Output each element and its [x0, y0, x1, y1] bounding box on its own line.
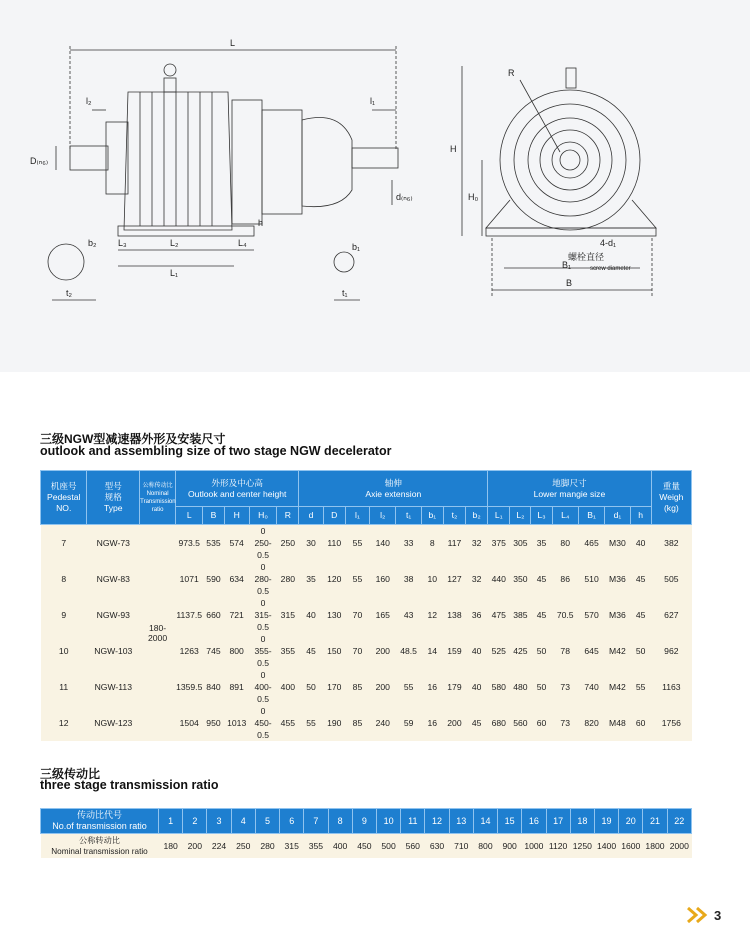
cell-L2: 350	[510, 561, 531, 597]
ratio-range-line1: 180-	[148, 623, 167, 633]
cell-t1: 59	[396, 705, 421, 741]
ratio-code: 11	[401, 809, 425, 834]
cell-H0-val: 355-0.5	[254, 646, 272, 668]
ratio-code: 13	[449, 809, 473, 834]
cell-no: 11	[41, 669, 87, 705]
cell-t1: 38	[396, 561, 421, 597]
ratio-code: 1	[159, 809, 183, 834]
ratio-value: 1400	[594, 834, 618, 859]
ratio-value-row	[41, 834, 692, 859]
header-outlook-cn: 外形及中心高	[211, 477, 263, 488]
cell-b2: 32	[466, 561, 488, 597]
cell-weight: 382	[651, 525, 691, 562]
sub-L2: L₂	[510, 507, 531, 525]
cell-H: 800	[224, 633, 249, 669]
ratio-code-label-en: No.of transmission ratio	[52, 821, 147, 831]
ratio-code: 6	[280, 809, 304, 834]
ratio-value: 630	[425, 834, 449, 859]
ratio-title-cn: 三级传动比	[40, 767, 101, 781]
cell-H0-tol: 0	[260, 598, 266, 608]
cell-R: 455	[277, 705, 299, 741]
cell-H0	[249, 597, 276, 633]
cell-B: 590	[203, 561, 224, 597]
cell-L2: 305	[510, 525, 531, 562]
cell-d: 45	[299, 633, 323, 669]
cell-L: 973.5	[176, 525, 203, 562]
cell-H0	[249, 561, 276, 597]
ratio-range-line2: 2000	[148, 633, 168, 643]
cell-b1: 12	[421, 597, 443, 633]
reducer-drawing-svg	[0, 0, 750, 372]
cell-type: NGW-93	[87, 597, 140, 633]
cell-H0-tol: 0	[260, 562, 266, 572]
cell-no: 8	[41, 561, 87, 597]
cell-B: 840	[203, 669, 224, 705]
dim-t1-label: t₁	[342, 288, 348, 298]
cell-B1: 465	[578, 525, 604, 562]
cell-H0-tol: 0	[260, 526, 266, 536]
dim-b2-label: b₂	[88, 238, 97, 248]
cell-l2: 200	[370, 633, 396, 669]
ratio-value: 400	[328, 834, 352, 859]
dim-d1-label: 4-d₁	[600, 238, 617, 248]
cell-d: 30	[299, 525, 323, 562]
cell-D: 190	[323, 705, 345, 741]
header-axle-cn: 轴伸	[384, 477, 402, 488]
cell-L3: 50	[531, 669, 552, 705]
header-pedestal-en2: NO.	[56, 503, 72, 513]
cell-no: 12	[41, 705, 87, 741]
cell-L4: 73	[552, 669, 578, 705]
ratio-value: 710	[449, 834, 473, 859]
sub-t1: t₁	[396, 507, 421, 525]
ratio-code: 21	[643, 809, 667, 834]
spec-header-row	[41, 471, 692, 507]
cell-H0	[249, 525, 276, 562]
cell-H0-val: 315-0.5	[254, 610, 272, 632]
cell-b2: 40	[466, 669, 488, 705]
sub-H0: H₀	[249, 507, 276, 525]
ratio-code: 17	[546, 809, 570, 834]
header-axle-en: Axie extension	[365, 488, 422, 499]
header-weight	[651, 471, 691, 525]
cell-t2: 117	[443, 525, 465, 562]
ratio-value: 1000	[522, 834, 546, 859]
cell-L3: 45	[531, 561, 552, 597]
cell-t2: 179	[443, 669, 465, 705]
ratio-value: 180	[159, 834, 183, 859]
cell-b2: 40	[466, 633, 488, 669]
table-row	[41, 705, 692, 741]
spec-title-en: outlook and assembling size of two stage NGW decelerator	[40, 444, 392, 458]
ratio-code: 5	[255, 809, 279, 834]
cell-D: 120	[323, 561, 345, 597]
dim-L-label: L	[230, 38, 236, 48]
cell-b1: 16	[421, 669, 443, 705]
cell-L: 1071	[176, 561, 203, 597]
cell-d: 55	[299, 705, 323, 741]
ratio-value: 315	[280, 834, 304, 859]
cell-d1: M30	[605, 525, 630, 562]
cell-t1: 33	[396, 525, 421, 562]
cell-D: 110	[323, 525, 345, 562]
header-ratio-en1: Nominal	[146, 490, 169, 497]
ratio-code: 14	[473, 809, 497, 834]
cell-H0	[249, 633, 276, 669]
cell-R: 250	[277, 525, 299, 562]
cell-type: NGW-83	[87, 561, 140, 597]
cell-no: 9	[41, 597, 87, 633]
sub-l1: l₁	[345, 507, 369, 525]
sub-B1: B₁	[578, 507, 604, 525]
ratio-value: 250	[231, 834, 255, 859]
cell-weight: 505	[651, 561, 691, 597]
cell-B: 535	[203, 525, 224, 562]
ratio-value: 900	[498, 834, 522, 859]
sub-b1: b₁	[421, 507, 443, 525]
sub-l2: l₂	[370, 507, 396, 525]
cell-h: 45	[630, 597, 651, 633]
ratio-value-label	[41, 834, 159, 859]
cell-t2: 200	[443, 705, 465, 741]
cell-d1: M42	[605, 669, 630, 705]
table-row	[41, 561, 692, 597]
cell-h: 55	[630, 669, 651, 705]
cell-L3: 60	[531, 705, 552, 741]
table-row	[41, 669, 692, 705]
screw-en-label: screw diameter	[590, 266, 631, 272]
ratio-value: 224	[207, 834, 231, 859]
spec-title-cn: 三级NGW型减速器外形及安装尺寸	[40, 432, 226, 446]
header-pedestal	[41, 471, 87, 525]
cell-h: 45	[630, 561, 651, 597]
ratio-value: 1120	[546, 834, 570, 859]
header-mangie-cn: 地脚尺寸	[552, 477, 587, 488]
ratio-code: 10	[376, 809, 400, 834]
header-axle	[299, 471, 488, 507]
cell-R: 280	[277, 561, 299, 597]
ratio-value: 1600	[619, 834, 643, 859]
cell-D: 130	[323, 597, 345, 633]
sub-d: d	[299, 507, 323, 525]
cell-H0	[249, 669, 276, 705]
sub-L: L	[176, 507, 203, 525]
cell-H: 574	[224, 525, 249, 562]
ratio-title-en: three stage transmission ratio	[40, 778, 219, 792]
header-ratio-en2: Transmission	[140, 498, 176, 505]
dim-D-label: D₍ₙ₆₎	[30, 156, 49, 166]
dim-t2-label: t₂	[66, 288, 72, 298]
header-type	[87, 471, 140, 525]
ratio-code: 8	[328, 809, 352, 834]
ratio-table	[40, 808, 692, 858]
cell-l1: 85	[345, 669, 369, 705]
cell-l1: 85	[345, 705, 369, 741]
cell-t1: 55	[396, 669, 421, 705]
dim-l2-label: l₂	[86, 96, 92, 106]
cell-D: 150	[323, 633, 345, 669]
ratio-code: 20	[619, 809, 643, 834]
cell-B1: 740	[578, 669, 604, 705]
dim-l1-label: l₁	[370, 96, 376, 106]
ratio-code: 12	[425, 809, 449, 834]
cell-d1: M42	[605, 633, 630, 669]
ratio-code: 4	[231, 809, 255, 834]
cell-L1: 580	[488, 669, 510, 705]
cell-h: 50	[630, 633, 651, 669]
dim-B1-label: B₁	[562, 260, 572, 270]
cell-d: 35	[299, 561, 323, 597]
cell-t1: 43	[396, 597, 421, 633]
cell-d1: M36	[605, 597, 630, 633]
cell-t2: 127	[443, 561, 465, 597]
cell-L1: 440	[488, 561, 510, 597]
cell-B1: 645	[578, 633, 604, 669]
ratio-value: 2000	[667, 834, 691, 859]
cell-l1: 70	[345, 633, 369, 669]
cell-L: 1504	[176, 705, 203, 741]
cell-L4: 80	[552, 525, 578, 562]
ratio-code-label-cn: 传动比代号	[76, 810, 122, 820]
cell-l2: 240	[370, 705, 396, 741]
dim-L4-label: L₄	[238, 238, 247, 248]
sub-L3: L₃	[531, 507, 552, 525]
cell-L4: 73	[552, 705, 578, 741]
dim-H-label: H	[450, 144, 457, 154]
ratio-code: 18	[570, 809, 594, 834]
cell-L1: 525	[488, 633, 510, 669]
header-outlook	[176, 471, 299, 507]
cell-type: NGW-73	[87, 525, 140, 562]
dim-L3-label: L₃	[118, 238, 127, 248]
ratio-code: 15	[498, 809, 522, 834]
cell-L1: 680	[488, 705, 510, 741]
ratio-value: 450	[352, 834, 376, 859]
cell-ratio-range	[140, 525, 176, 742]
cell-R: 400	[277, 669, 299, 705]
cell-B: 745	[203, 633, 224, 669]
cell-h: 40	[630, 525, 651, 562]
ratio-code: 7	[304, 809, 328, 834]
cell-t1: 48.5	[396, 633, 421, 669]
cell-B: 660	[203, 597, 224, 633]
cell-H: 1013	[224, 705, 249, 741]
cell-weight: 1756	[651, 705, 691, 741]
header-weight-en1: Weigh	[659, 492, 684, 502]
cell-L4: 78	[552, 633, 578, 669]
sub-H: H	[224, 507, 249, 525]
cell-l2: 160	[370, 561, 396, 597]
cell-R: 355	[277, 633, 299, 669]
sub-t2: t₂	[443, 507, 465, 525]
header-pedestal-en1: Pedestal	[46, 492, 81, 502]
cell-l1: 55	[345, 561, 369, 597]
spec-table-body	[41, 525, 692, 742]
cell-L: 1137.5	[176, 597, 203, 633]
cell-L2: 480	[510, 669, 531, 705]
cell-L3: 35	[531, 525, 552, 562]
sub-R: R	[277, 507, 299, 525]
cell-b1: 16	[421, 705, 443, 741]
sub-L4: L₄	[552, 507, 578, 525]
header-mangie	[488, 471, 651, 507]
cell-t2: 138	[443, 597, 465, 633]
sub-L1: L₁	[488, 507, 510, 525]
ratio-code-label	[41, 809, 159, 834]
cell-weight: 627	[651, 597, 691, 633]
header-mangie-en: Lower mangie size	[533, 488, 606, 499]
cell-H0-val: 250-0.5	[254, 538, 272, 560]
header-pedestal-cn: 机座号	[50, 481, 77, 491]
ratio-value-label-cn: 公称转动比	[79, 836, 120, 845]
sub-b2: b₂	[466, 507, 488, 525]
cell-l1: 55	[345, 525, 369, 562]
cell-H0-tol: 0	[260, 634, 266, 644]
header-type-en: Type	[103, 503, 123, 513]
ratio-code: 19	[594, 809, 618, 834]
cell-L2: 385	[510, 597, 531, 633]
ratio-value: 355	[304, 834, 328, 859]
cell-d: 50	[299, 669, 323, 705]
cell-L2: 560	[510, 705, 531, 741]
sub-d1: d₁	[605, 507, 630, 525]
dim-h-label: h	[258, 218, 264, 228]
ratio-value: 560	[401, 834, 425, 859]
ratio-value-label-en: Nominal transmission ratio	[51, 847, 148, 856]
cell-B1: 570	[578, 597, 604, 633]
engineering-drawing	[0, 0, 750, 372]
cell-H0-val: 280-0.5	[254, 574, 272, 596]
header-outlook-en: Outlook and center height	[188, 488, 287, 499]
table-row	[41, 525, 692, 562]
cell-B1: 510	[578, 561, 604, 597]
cell-type: NGW-123	[87, 705, 140, 741]
cell-H0-tol: 0	[260, 706, 266, 716]
ratio-value: 800	[473, 834, 497, 859]
sub-B: B	[203, 507, 224, 525]
cell-B: 950	[203, 705, 224, 741]
ratio-value: 200	[183, 834, 207, 859]
ratio-value: 1250	[570, 834, 594, 859]
cell-t2: 159	[443, 633, 465, 669]
ratio-value: 1800	[643, 834, 667, 859]
header-type-cn2: 规格	[104, 492, 122, 502]
dim-H0-label: H₀	[468, 192, 479, 202]
header-ratio-en3: ratio	[151, 506, 164, 513]
dim-L1-label: L₁	[170, 268, 179, 278]
cell-b2: 32	[466, 525, 488, 562]
ratio-value: 500	[376, 834, 400, 859]
cell-H0-val: 400-0.5	[254, 682, 272, 704]
spec-table	[40, 470, 692, 741]
cell-b1: 14	[421, 633, 443, 669]
cell-b1: 10	[421, 561, 443, 597]
ratio-value: 280	[255, 834, 279, 859]
cell-L4: 70.5	[552, 597, 578, 633]
cell-H0-val: 450-0.5	[254, 718, 272, 740]
cell-l1: 70	[345, 597, 369, 633]
double-chevron-right-icon	[686, 906, 712, 924]
cell-b2: 45	[466, 705, 488, 741]
cell-H: 721	[224, 597, 249, 633]
cell-H: 634	[224, 561, 249, 597]
dim-d-label: d₍ₙ₆₎	[396, 192, 413, 202]
cell-L3: 45	[531, 597, 552, 633]
cell-weight: 1163	[651, 669, 691, 705]
cell-no: 7	[41, 525, 87, 562]
ratio-code: 22	[667, 809, 691, 834]
ratio-code: 3	[207, 809, 231, 834]
dim-L2-label: L₂	[170, 238, 179, 248]
cell-l2: 165	[370, 597, 396, 633]
cell-no: 10	[41, 633, 87, 669]
table-row	[41, 597, 692, 633]
header-ratio	[140, 471, 176, 525]
dim-B-label: B	[566, 278, 573, 288]
cell-b1: 8	[421, 525, 443, 562]
cell-H0	[249, 705, 276, 741]
page-number: 3	[714, 908, 722, 923]
cell-d1: M48	[605, 705, 630, 741]
cell-L1: 475	[488, 597, 510, 633]
cell-L4: 86	[552, 561, 578, 597]
cell-B1: 820	[578, 705, 604, 741]
cell-type: NGW-113	[87, 669, 140, 705]
cell-H0-tol: 0	[260, 670, 266, 680]
cell-h: 60	[630, 705, 651, 741]
header-weight-cn: 重量	[662, 481, 680, 491]
ratio-code: 9	[352, 809, 376, 834]
header-weight-en2: (kg)	[663, 503, 679, 513]
cell-R: 315	[277, 597, 299, 633]
table-row	[41, 633, 692, 669]
cell-L: 1359.5	[176, 669, 203, 705]
header-ratio-cn: 公称传动比	[142, 482, 173, 489]
cell-d: 40	[299, 597, 323, 633]
ratio-code: 2	[183, 809, 207, 834]
cell-L1: 375	[488, 525, 510, 562]
cell-l2: 200	[370, 669, 396, 705]
cell-L: 1263	[176, 633, 203, 669]
ratio-code-row	[41, 809, 692, 834]
dim-R-label: R	[508, 68, 515, 78]
cell-weight: 962	[651, 633, 691, 669]
cell-H: 891	[224, 669, 249, 705]
sub-D: D	[323, 507, 345, 525]
sub-h: h	[630, 507, 651, 525]
cell-L2: 425	[510, 633, 531, 669]
header-type-cn: 型号	[104, 481, 122, 491]
cell-D: 170	[323, 669, 345, 705]
screw-cn-label: 螺栓直径	[568, 252, 605, 262]
cell-l2: 140	[370, 525, 396, 562]
cell-L3: 50	[531, 633, 552, 669]
ratio-code: 16	[522, 809, 546, 834]
cell-d1: M36	[605, 561, 630, 597]
cell-b2: 36	[466, 597, 488, 633]
cell-type: NGW-103	[87, 633, 140, 669]
dim-b1-label: b₁	[352, 242, 361, 252]
